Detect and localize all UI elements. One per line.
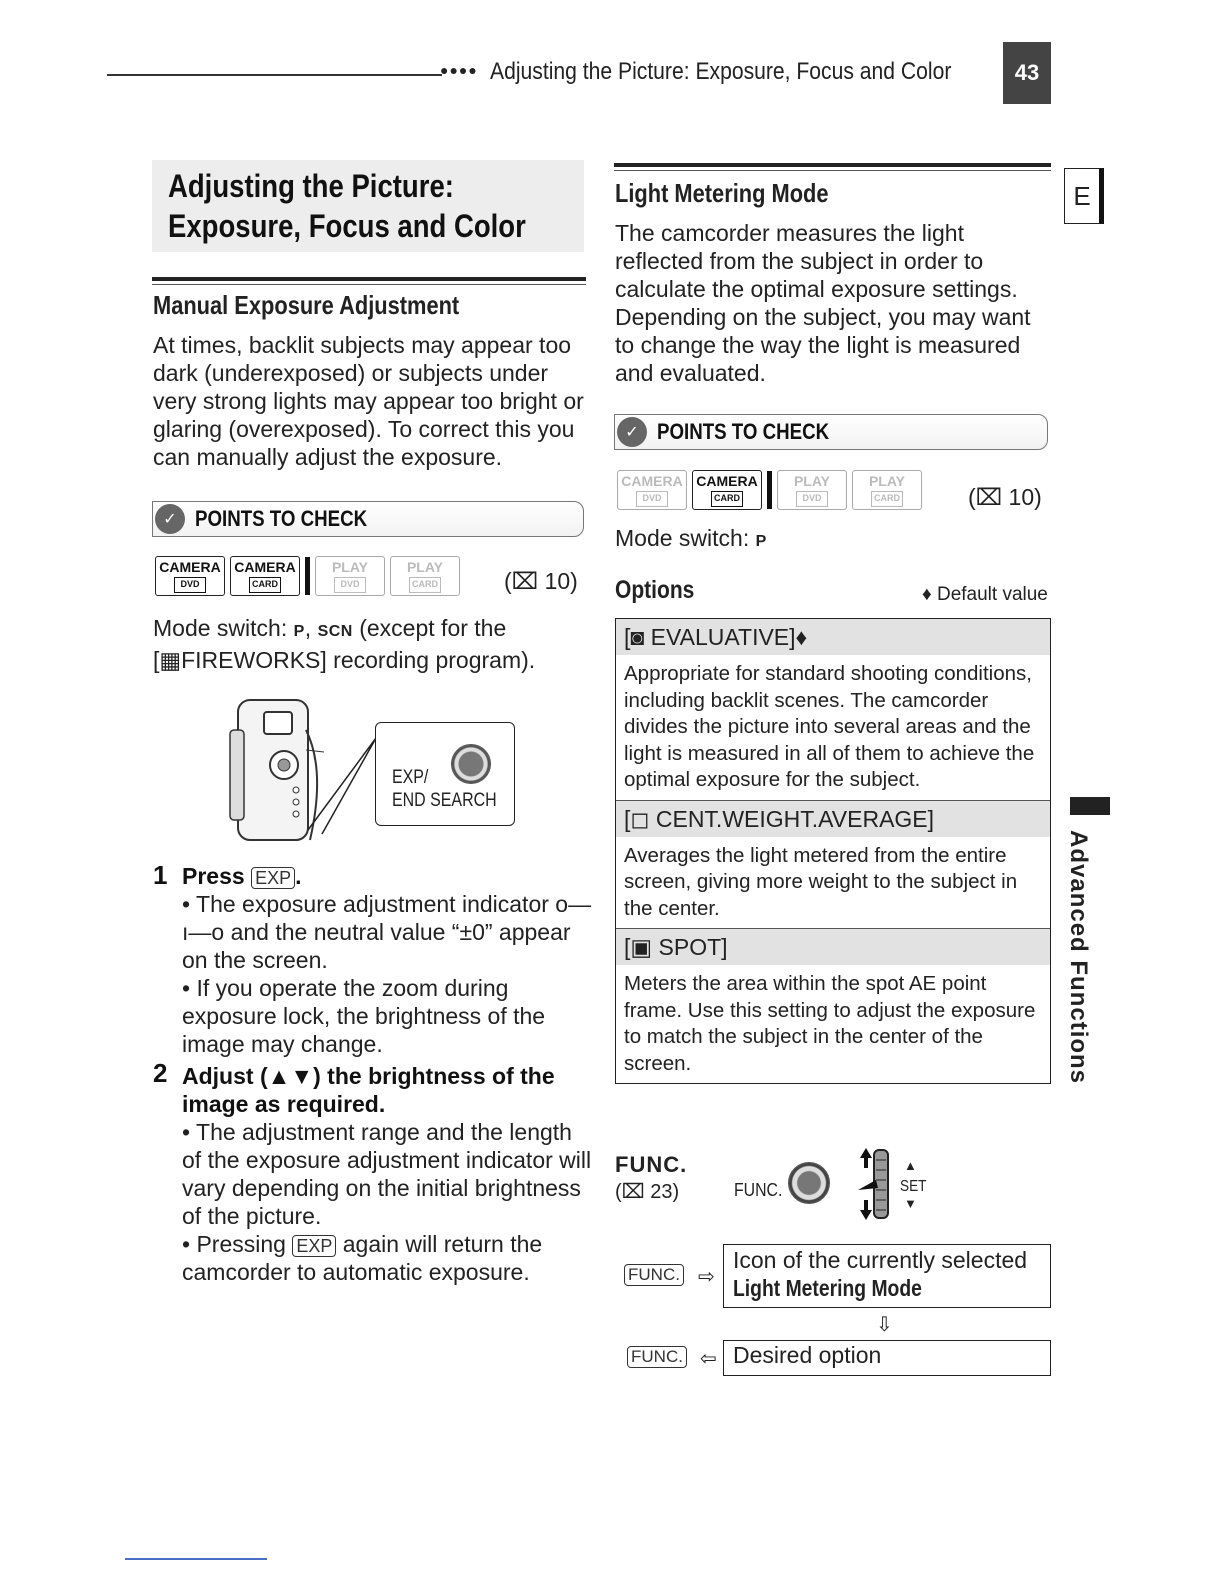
arrow-left-icon: ⇦ bbox=[700, 1348, 717, 1370]
header-dots: ●●●● bbox=[440, 62, 478, 78]
step-2-number: 2 bbox=[153, 1058, 168, 1088]
mode-play-dvd-icon: PLAY DVD bbox=[777, 470, 847, 510]
checkmark-icon: ✓ bbox=[617, 417, 647, 447]
arrow-right-icon: ⇨ bbox=[698, 1266, 715, 1288]
step-2-notes bbox=[182, 1118, 592, 1286]
light-metering-intro: The camcorder measures the light reflected from the subject in order to calculate the optimal exposure settings. Depending on the subject, you may want to change the way the light is measured and evaluated. bbox=[615, 220, 1031, 386]
func-key-icon: FUNC. bbox=[624, 1264, 684, 1286]
chapter-title bbox=[168, 166, 526, 246]
flow-step-2-text: Desired option bbox=[733, 1342, 882, 1368]
page-number: 43 bbox=[1003, 42, 1051, 104]
mode-divider bbox=[305, 557, 310, 595]
option-spot-desc: Meters the area within the spot AE point frame. Use this setting to adjust the exposure to match the subject in the center of the screen. bbox=[624, 972, 1036, 1075]
step-1-note-1: • The exposure adjustment indicator o—ı—o and the neutral value “±0” appear on the screen. bbox=[182, 891, 592, 973]
arrow-down-icon: ⇩ bbox=[876, 1314, 893, 1336]
points-to-check-label: POINTS TO CHECK bbox=[657, 419, 830, 444]
section-rule-thin bbox=[152, 284, 586, 285]
light-metering-heading: Light Metering Mode bbox=[615, 178, 829, 208]
flow-step-1-line-1: Icon of the currently selected bbox=[733, 1247, 1028, 1273]
mode-play-card-icon: PLAY CARD bbox=[390, 556, 460, 596]
mode-play-card-icon: PLAY CARD bbox=[852, 470, 922, 510]
section-rule-thin bbox=[614, 170, 1051, 171]
option-evaluative-desc: Appropriate for standard shooting conditions, including backlit scenes. The camcorder divides the picture into several areas and the light is measured in all of them to achieve the optimal exposure for the subject. bbox=[624, 662, 1035, 791]
step-2-title: Adjust (▲▼) the brightness of the image as required. bbox=[182, 1063, 555, 1117]
mode-icons-row bbox=[155, 556, 460, 596]
mode-camera-dvd-icon: CAMERA DVD bbox=[617, 470, 687, 510]
func-key-icon: FUNC. bbox=[627, 1346, 687, 1368]
step-2-note-2: • Pressing EXP again will return the camcorder to automatic exposure. bbox=[182, 1231, 543, 1285]
page-reference: (⌧ 10) bbox=[968, 484, 1042, 510]
step-2-note-1: • The adjustment range and the length of the exposure adjustment indicator will vary depending on the initial brightness of the picture. bbox=[182, 1119, 592, 1229]
points-to-check-bar bbox=[152, 501, 584, 537]
default-value-legend: ♦ Default value bbox=[922, 584, 1048, 605]
up-triangle-icon: ▲ bbox=[904, 1158, 917, 1173]
footer-line bbox=[125, 1558, 267, 1560]
manual-exposure-intro: At times, backlit subjects may appear too dark (underexposed) or subjects under very strong lights may appear too bright or glaring (overexposed). To correct this you can manually adjust the exposure. bbox=[153, 332, 584, 470]
set-label: SET bbox=[900, 1178, 927, 1195]
section-side-label: Advanced Functions bbox=[1065, 830, 1092, 1085]
mode-divider bbox=[767, 471, 772, 509]
section-rule bbox=[152, 277, 586, 281]
section-marker bbox=[1070, 797, 1110, 815]
page-reference: (⌧ 10) bbox=[504, 568, 578, 594]
option-spot-name: [▣ SPOT] bbox=[616, 928, 1050, 965]
points-to-check-label: POINTS TO CHECK bbox=[195, 506, 368, 531]
joystick-icon bbox=[856, 1146, 900, 1222]
mode-camera-card-icon: CAMERA CARD bbox=[692, 470, 762, 510]
mode-switch-note: Mode switch: P bbox=[615, 525, 767, 551]
step-1-notes bbox=[182, 890, 592, 1058]
section-rule bbox=[614, 163, 1051, 167]
mode-play-dvd-icon: PLAY DVD bbox=[315, 556, 385, 596]
down-triangle-icon: ▼ bbox=[904, 1196, 917, 1211]
header-rule bbox=[107, 74, 442, 76]
option-evaluative-name: [◙ EVALUATIVE]♦ bbox=[616, 619, 1050, 655]
chapter-title-line1: Adjusting the Picture: bbox=[168, 168, 454, 204]
checkmark-icon: ✓ bbox=[155, 504, 185, 534]
exp-key-icon: EXP bbox=[292, 1235, 336, 1257]
func-button-icon bbox=[788, 1162, 830, 1204]
step-1-number: 1 bbox=[153, 860, 168, 890]
exp-key-icon: EXP bbox=[251, 867, 295, 889]
language-tab: E bbox=[1064, 168, 1104, 224]
exp-button-label: EXP/ END SEARCH bbox=[392, 767, 497, 811]
manual-exposure-heading: Manual Exposure Adjustment bbox=[153, 290, 460, 320]
func-button-label: FUNC. bbox=[734, 1180, 783, 1200]
mode-switch-note: Mode switch: P, SCN (except for the [▦FIREWORKS] recording program). bbox=[153, 615, 536, 673]
points-to-check-bar bbox=[614, 414, 1048, 450]
func-heading: FUNC. bbox=[615, 1152, 688, 1177]
option-center-weight-name: [◻ CENT.WEIGHT.AVERAGE] bbox=[616, 800, 1050, 837]
flow-step-1-line-2: Light Metering Mode bbox=[733, 1275, 922, 1301]
step-1-note-2: • If you operate the zoom during exposure lock, the brightness of the image may change. bbox=[182, 975, 546, 1057]
option-center-weight-desc: Averages the light metered from the entire screen, giving more weight to the subject in the center. bbox=[624, 843, 1018, 920]
options-heading: Options bbox=[615, 576, 695, 604]
mode-camera-dvd-icon: CAMERA DVD bbox=[155, 556, 225, 596]
step-1-title: Press EXP . bbox=[182, 863, 302, 889]
chapter-title-line2: Exposure, Focus and Color bbox=[168, 208, 526, 244]
options-table bbox=[615, 618, 1051, 1084]
func-page-reference: (⌧ 23) bbox=[615, 1181, 680, 1203]
mode-icons-row bbox=[617, 470, 922, 510]
mode-camera-card-icon: CAMERA CARD bbox=[230, 556, 300, 596]
running-header-title: Adjusting the Picture: Exposure, Focus and Color bbox=[490, 58, 952, 85]
